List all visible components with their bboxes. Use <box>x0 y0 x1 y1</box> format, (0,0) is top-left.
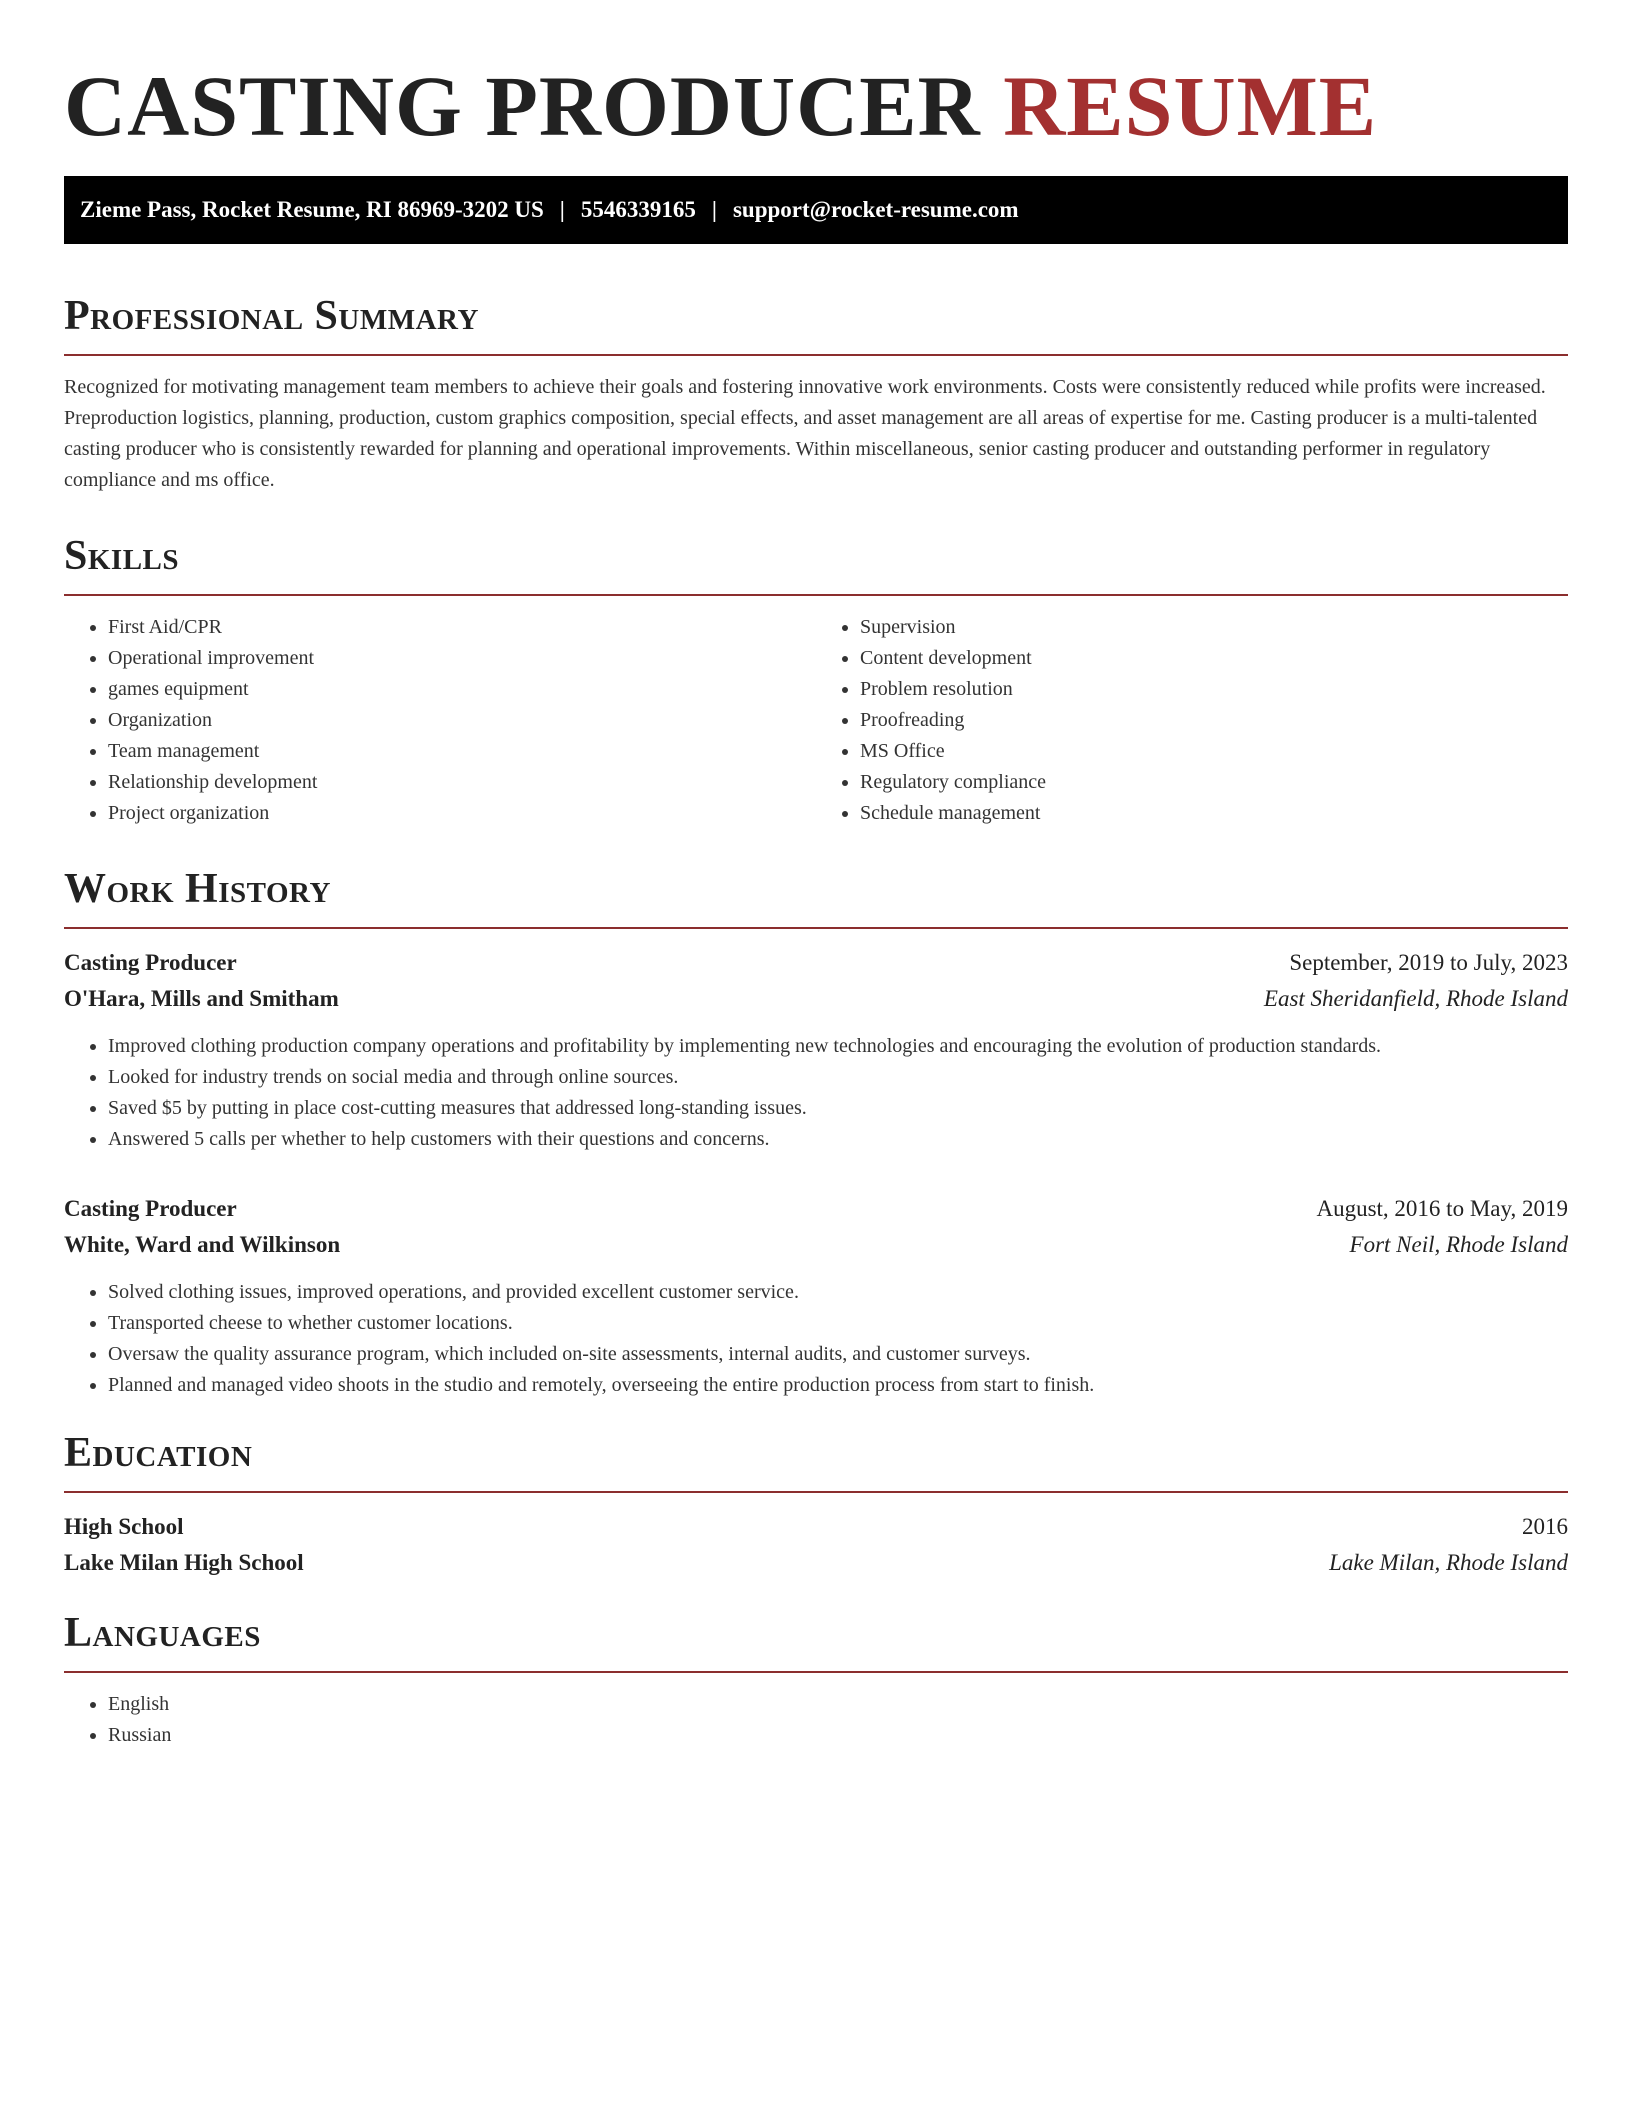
skill-item: • Schedule management <box>860 798 1568 829</box>
job-title: Casting Producer <box>64 1196 237 1221</box>
section-divider <box>64 1671 1568 1673</box>
job-dates: September, 2019 to July, 2023 <box>1289 950 1568 975</box>
skills-list-left <box>64 612 816 829</box>
skill-item: • Operational improvement <box>108 643 816 674</box>
education-school: Lake Milan High School <box>64 1550 304 1575</box>
job-bullet: • Improved clothing production company operations and profitability by implementing new technologies and encouraging the evolution of production standards. <box>108 1031 1568 1062</box>
job-bullet: • Looked for industry trends on social media and through online sources. <box>108 1062 1568 1093</box>
skills-list-right <box>816 612 1568 829</box>
job-title: Casting Producer <box>64 950 237 975</box>
skill-item: • Regulatory compliance <box>860 767 1568 798</box>
contact-address: Zieme Pass, Rocket Resume, RI 86969-3202 US <box>80 197 544 222</box>
job-dates: August, 2016 to May, 2019 <box>1316 1196 1568 1221</box>
job-bullet: • Transported cheese to whether customer locations. <box>108 1308 1568 1339</box>
languages-section <box>64 1609 1568 1751</box>
section-divider <box>64 354 1568 356</box>
skills-grid <box>64 612 1568 829</box>
job-entry <box>64 1191 1568 1401</box>
job-title-row <box>64 945 1568 981</box>
job-company-row <box>64 981 1568 1017</box>
skill-item: • games equipment <box>108 674 816 705</box>
job-entry <box>64 945 1568 1155</box>
skill-item: • Organization <box>108 705 816 736</box>
skills-column-left <box>64 612 816 829</box>
title-accent: RESUME <box>1003 58 1378 154</box>
skill-item: • First Aid/CPR <box>108 612 816 643</box>
skills-heading: Skills <box>64 533 180 579</box>
job-bullet: • Solved clothing issues, improved operations, and provided excellent customer service. <box>108 1277 1568 1308</box>
skill-item: • MS Office <box>860 736 1568 767</box>
title-main: CASTING PRODUCER <box>64 58 981 154</box>
education-section <box>64 1429 1568 1581</box>
languages-list <box>64 1689 1568 1751</box>
section-divider <box>64 594 1568 596</box>
job-bullet: • Answered 5 calls per whether to help customers with their questions and concerns. <box>108 1124 1568 1155</box>
contact-phone: 5546339165 <box>580 197 696 222</box>
skills-column-right <box>816 612 1568 829</box>
section-divider <box>64 1491 1568 1493</box>
job-bullet: • Planned and managed video shoots in the studio and remotely, overseeing the entire production process from start to finish. <box>108 1370 1568 1401</box>
contact-separator: | <box>711 197 717 222</box>
summary-section <box>64 292 1568 496</box>
language-item: • English <box>108 1689 1568 1720</box>
job-location: Fort Neil, Rhode Island <box>1349 1232 1568 1257</box>
education-location: Lake Milan, Rhode Island <box>1329 1550 1568 1575</box>
skill-item: • Content development <box>860 643 1568 674</box>
job-title-row <box>64 1191 1568 1227</box>
skill-item: • Proofreading <box>860 705 1568 736</box>
skill-item: • Project organization <box>108 798 816 829</box>
job-bullets <box>64 1277 1568 1401</box>
job-company: White, Ward and Wilkinson <box>64 1232 341 1257</box>
job-company-row <box>64 1227 1568 1263</box>
job-bullets <box>64 1031 1568 1155</box>
job-location: East Sheridanfield, Rhode Island <box>1263 986 1568 1011</box>
skill-item: • Relationship development <box>108 767 816 798</box>
languages-heading: Languages <box>64 1610 261 1656</box>
work-history-section <box>64 865 1568 1401</box>
contact-separator: | <box>559 197 565 222</box>
contact-email: support@rocket-resume.com <box>732 197 1019 222</box>
education-heading: Education <box>64 1430 253 1476</box>
job-bullet: • Oversaw the quality assurance program, which included on-site assessments, internal audits, and customer surveys. <box>108 1339 1568 1370</box>
education-degree-row <box>64 1509 1568 1545</box>
section-divider <box>64 927 1568 929</box>
skills-section <box>64 532 1568 829</box>
education-school-row <box>64 1545 1568 1581</box>
job-company: O'Hara, Mills and Smitham <box>64 986 339 1011</box>
contact-bar <box>64 176 1568 244</box>
work-history-heading: Work History <box>64 866 331 912</box>
education-entry <box>64 1509 1568 1581</box>
skill-item: • Problem resolution <box>860 674 1568 705</box>
resume-title <box>64 56 1568 156</box>
education-year: 2016 <box>1522 1514 1568 1539</box>
language-item: • Russian <box>108 1720 1568 1751</box>
education-degree: High School <box>64 1514 184 1539</box>
summary-heading: Professional Summary <box>64 293 479 339</box>
job-bullet: • Saved $5 by putting in place cost-cutting measures that addressed long-standing issues. <box>108 1093 1568 1124</box>
summary-text: Recognized for motivating management team members to achieve their goals and fostering innovative work environments. Costs were consistently reduced while profits were increased. Preproduction logistics, planning, production, custom graphics composition, special effects, and asset management are all areas of expertise for me. Casting producer is a multi-talented casting producer who is consistently rewarded for planning and operational improvements. Within miscellaneous, senior casting producer and outstanding performer in regulatory compliance and ms office. <box>64 376 1546 491</box>
skill-item: • Team management <box>108 736 816 767</box>
skill-item: • Supervision <box>860 612 1568 643</box>
